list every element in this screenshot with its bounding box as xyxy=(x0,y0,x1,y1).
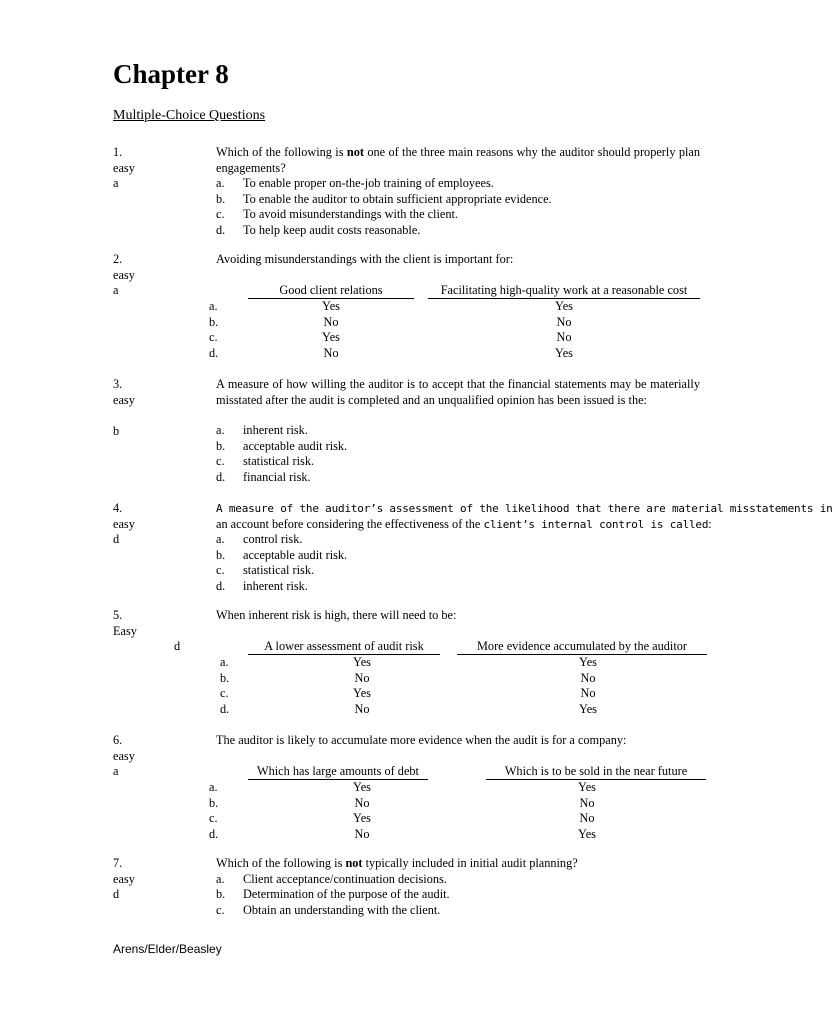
option: d. inherent risk. xyxy=(216,578,308,593)
table-cell: No xyxy=(556,314,572,329)
question-meta xyxy=(113,608,203,639)
option: a. inherent risk. xyxy=(216,423,308,437)
question-meta xyxy=(113,856,203,903)
question-answer: d xyxy=(174,639,181,653)
table-cell: Yes xyxy=(578,780,596,794)
question-stem: Which of the following is not one of the three main reasons why the auditor should properly plan engagements? xyxy=(216,145,700,175)
table-cell: Yes xyxy=(353,780,371,794)
options-list xyxy=(216,872,700,919)
question-meta xyxy=(113,501,203,548)
question-difficulty: easy xyxy=(113,516,135,531)
question-meta xyxy=(113,377,203,439)
section-title: Multiple-Choice Questions xyxy=(113,108,266,123)
option: c. Obtain an understanding with the client. xyxy=(216,902,441,917)
question-number: 3. xyxy=(113,377,123,391)
row-letter: a. xyxy=(209,780,218,794)
table-cell: No xyxy=(580,686,596,700)
table-cell: Yes xyxy=(579,655,597,669)
question-difficulty: easy xyxy=(113,267,135,282)
row-letter: c. xyxy=(209,330,218,344)
table-header-col1: A lower assessment of audit risk xyxy=(248,639,440,655)
table-cell: Yes xyxy=(555,345,573,360)
option: b. acceptable audit risk. xyxy=(216,438,348,453)
table-header-col2: Which is to be sold in the near future xyxy=(486,764,706,780)
question-answer: a xyxy=(113,764,119,778)
table-header-col1: Which has large amounts of debt xyxy=(248,764,428,780)
table-cell: No xyxy=(580,670,596,685)
table-cell: No xyxy=(354,670,370,685)
question-meta xyxy=(113,733,203,780)
question-meta xyxy=(113,252,203,299)
table-cell: No xyxy=(556,330,572,344)
table-cell: Yes xyxy=(353,686,371,700)
options-list xyxy=(216,423,700,485)
question-number: 6. xyxy=(113,733,123,747)
table-cell: No xyxy=(579,795,595,810)
table-cell: Yes xyxy=(322,330,340,344)
table-cell: Yes xyxy=(578,826,596,841)
table-cell: Yes xyxy=(555,299,573,313)
option: b. Determination of the purpose of the audit. xyxy=(216,887,450,901)
question-stem: The auditor is likely to accumulate more evidence when the audit is for a company: xyxy=(216,733,627,747)
table-cell: No xyxy=(354,795,370,810)
option: a. Client acceptance/continuation decisions. xyxy=(216,871,447,886)
question-difficulty: easy xyxy=(113,160,135,175)
question-difficulty: Easy xyxy=(113,623,137,638)
question-number: 7. xyxy=(113,856,123,870)
option: c. To avoid misunderstandings with the client. xyxy=(216,207,458,221)
row-letter: b. xyxy=(209,795,219,810)
chapter-title: Chapter 8 xyxy=(113,59,229,89)
question-difficulty: easy xyxy=(113,748,135,763)
row-letter: a. xyxy=(220,655,229,669)
question-stem: Which of the following is not typically included in initial audit planning? xyxy=(216,856,578,870)
row-letter: b. xyxy=(209,314,219,329)
row-letter: b. xyxy=(220,670,230,685)
table-cell: No xyxy=(323,345,339,360)
question-stem: A measure of how willing the auditor is to accept that the financial statements may be materially misstated after the audit is completed and an unqualified opinion has been issued is the: xyxy=(216,377,700,407)
page-footer: Arens/Elder/Beasley xyxy=(113,942,222,956)
question-difficulty: easy xyxy=(113,871,135,886)
question-number: 5. xyxy=(113,608,123,622)
row-letter: d. xyxy=(209,345,219,360)
option: c. statistical risk. xyxy=(216,454,315,468)
question-answer: a xyxy=(113,176,119,190)
question-number: 1. xyxy=(113,145,123,159)
option: a. To enable proper on-the-job training of employees. xyxy=(216,176,494,190)
table-cell: No xyxy=(354,826,370,841)
question-answer: b xyxy=(113,423,120,438)
row-letter: d. xyxy=(209,826,219,841)
question-stem: A measure of the auditor’s assessment of the likelihood that there are material misstatements in an account before considering the effectiveness of the client’s internal control is called: xyxy=(216,502,833,531)
table-cell: Yes xyxy=(353,811,371,825)
question-answer: d xyxy=(113,532,120,546)
question-difficulty: easy xyxy=(113,392,135,407)
table-cell: Yes xyxy=(353,655,371,669)
table-cell: No xyxy=(354,701,370,716)
question-meta xyxy=(113,145,203,192)
option: b. To enable the auditor to obtain sufficient appropriate evidence. xyxy=(216,191,552,206)
option: c. statistical risk. xyxy=(216,563,315,577)
table-cell: No xyxy=(323,314,339,329)
question-answer: a xyxy=(113,283,119,297)
option: d. To help keep audit costs reasonable. xyxy=(216,222,421,237)
row-letter: d. xyxy=(220,701,230,716)
question-stem: Avoiding misunderstandings with the client is important for: xyxy=(216,252,514,266)
table-header-col2: More evidence accumulated by the auditor xyxy=(457,639,707,655)
table-header-col2: Facilitating high-quality work at a reasonable cost xyxy=(428,283,700,299)
option: b. acceptable audit risk. xyxy=(216,547,348,562)
row-letter: c. xyxy=(209,811,218,825)
option: d. financial risk. xyxy=(216,469,311,484)
question-stem: When inherent risk is high, there will need to be: xyxy=(216,608,457,622)
question-number: 4. xyxy=(113,501,123,515)
option: a. control risk. xyxy=(216,532,303,546)
options-list xyxy=(216,532,700,594)
question-number: 2. xyxy=(113,252,123,266)
options-list xyxy=(216,176,700,238)
table-cell: Yes xyxy=(579,701,597,716)
question-answer: d xyxy=(113,887,120,901)
row-letter: c. xyxy=(220,686,229,700)
table-cell: No xyxy=(579,811,595,825)
row-letter: a. xyxy=(209,299,218,313)
table-cell: Yes xyxy=(322,299,340,313)
table-header-col1: Good client relations xyxy=(248,283,414,299)
